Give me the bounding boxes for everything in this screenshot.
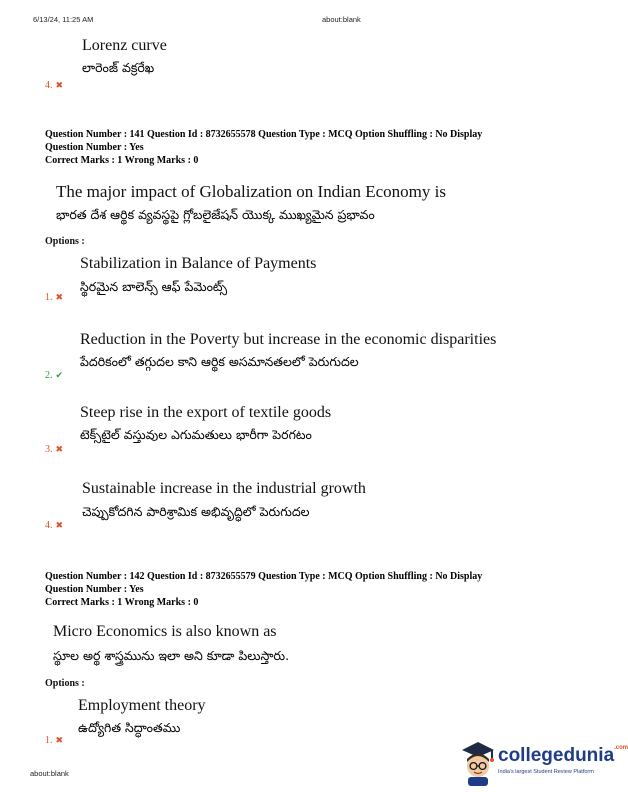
q142-question-te: స్థూల అర్థ శాస్త్రమును ఇలా అని కూడా పిలుస్తారు. xyxy=(53,648,290,663)
prev-option4-number xyxy=(45,80,63,91)
q141-option3-en: Steep rise in the export of textile goods xyxy=(80,404,332,421)
option-number: 4. xyxy=(45,80,53,91)
q142-options-label: Options : xyxy=(45,678,85,689)
q141-option4-number xyxy=(45,520,63,531)
q141-option2-te: పేదరికంలో తగ్గుదల కాని ఆర్థిక అసమానతలలో పెరుగుదల xyxy=(80,354,359,369)
logo-wordmark xyxy=(498,745,628,767)
logo-name: collegedunia xyxy=(498,745,615,766)
collegedunia-logo xyxy=(458,740,628,788)
prev-option4-text-te: లారెంజ్ వక్రరేఖ xyxy=(82,60,155,75)
wrong-mark-icon: ✖ xyxy=(55,735,64,745)
q142-question-en: Micro Economics is also known as xyxy=(53,623,277,640)
q141-option2-number xyxy=(45,370,63,381)
check-mark-icon: ✔ xyxy=(55,370,64,380)
wrong-mark-icon: ✖ xyxy=(55,292,64,302)
q141-options-label: Options : xyxy=(45,236,85,247)
q141-option4-en: Sustainable increase in the industrial growth xyxy=(82,480,366,497)
option-number: 2. xyxy=(45,370,53,381)
q141-option3-te: టెక్స్‌టైల్ వస్తువుల ఎగుమతులు భారీగా పెరగటం xyxy=(80,427,312,442)
q142-meta xyxy=(45,570,605,609)
option-number: 1. xyxy=(45,292,53,303)
option-number: 3. xyxy=(45,444,53,455)
mascot-icon xyxy=(458,740,498,786)
option-number: 4. xyxy=(45,520,53,531)
q141-option3-number xyxy=(45,444,63,455)
q142-option1-number xyxy=(45,735,63,746)
q141-meta-line2: Question Number : Yes xyxy=(45,142,144,153)
q142-meta-line3: Correct Marks : 1 Wrong Marks : 0 xyxy=(45,597,199,608)
logo-tld: .com xyxy=(614,745,628,751)
logo-tagline: India's largest Student Review Platform xyxy=(498,769,594,775)
print-datetime: 6/13/24, 11:25 AM xyxy=(33,15,94,24)
q141-question-en: The major impact of Globalization on Indian Economy is xyxy=(56,182,446,201)
q141-option1-te: స్థిరమైన బాలెన్స్ ఆఫ్ పేమెంట్స్ xyxy=(80,279,228,294)
q141-meta-line3: Correct Marks : 1 Wrong Marks : 0 xyxy=(45,155,199,166)
q141-question-te: భారత దేశ ఆర్థిక వ్యవస్థపై గ్లోబలైజేషన్ యొక్క ముఖ్యమైన ప్రభావం xyxy=(56,207,375,222)
q141-option1-en: Stabilization in Balance of Payments xyxy=(80,255,317,272)
q141-option4-te: చెప్పుకోదగిన పారిశ్రామిక అభివృద్ధిలో పెరుగుదల xyxy=(82,504,310,519)
q142-meta-line2: Question Number : Yes xyxy=(45,584,144,595)
option-number: 1. xyxy=(45,735,53,746)
wrong-mark-icon: ✖ xyxy=(55,80,64,90)
q142-option1-te: ఉద్యోగిత సిద్ధాంతము xyxy=(78,720,181,735)
prev-option4-text-en: Lorenz curve xyxy=(82,37,167,54)
q141-meta xyxy=(45,128,605,167)
wrong-mark-icon: ✖ xyxy=(55,520,64,530)
wrong-mark-icon: ✖ xyxy=(55,444,64,454)
print-url: about:blank xyxy=(322,15,361,24)
footer-url: about:blank xyxy=(30,769,69,778)
q142-meta-line1: Question Number : 142 Question Id : 8732655579 Question Type : MCQ Option Shuffling : No Display xyxy=(45,571,483,582)
q142-option1-en: Employment theory xyxy=(78,697,206,714)
q141-option2-en: Reduction in the Poverty but increase in the economic disparities xyxy=(80,331,497,348)
q141-option1-number xyxy=(45,292,63,303)
q141-meta-line1: Question Number : 141 Question Id : 8732655578 Question Type : MCQ Option Shuffling : No Display xyxy=(45,129,483,140)
